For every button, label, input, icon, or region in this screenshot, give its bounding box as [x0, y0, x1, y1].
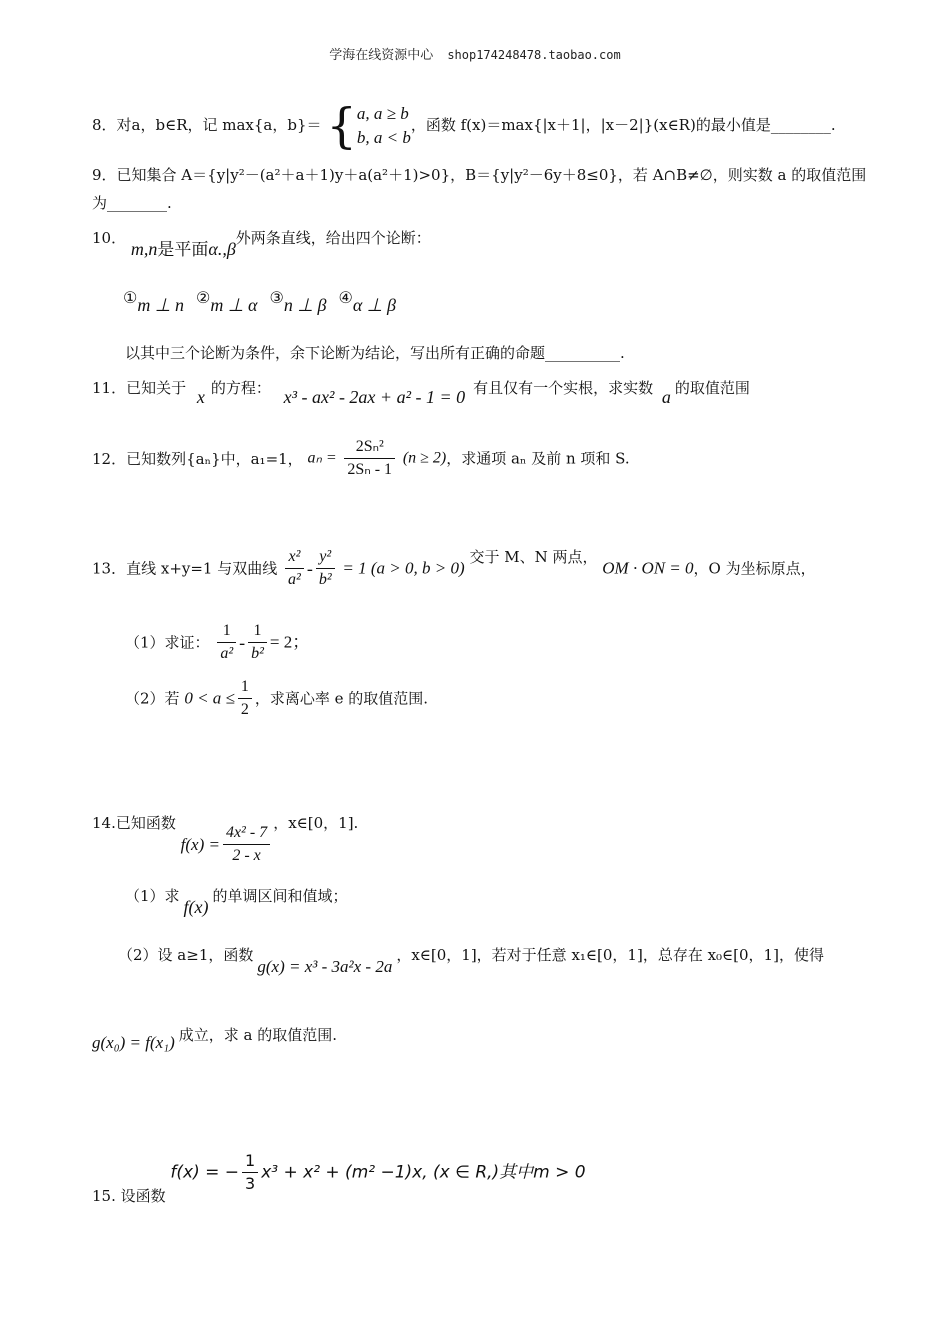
q13-part1 [125, 620, 309, 665]
q13-p2-label: （2）若 [125, 689, 180, 708]
q13-frac-x-num: x² [285, 546, 304, 569]
q12-denominator: 2Sₙ - 1 [347, 461, 393, 478]
q12-text1: 12．已知数列{aₙ}中，a₁=1， [92, 449, 303, 468]
q10-c4-math: α ⊥ β [352, 295, 396, 315]
question-8 [92, 98, 836, 154]
q10-mn: m,n [130, 239, 158, 259]
question-14 [92, 812, 359, 864]
q15-fraction [242, 1150, 258, 1195]
header-shop: shop174248478.taobao.com [447, 48, 621, 62]
q10-c3: ③ [269, 288, 284, 307]
q13-p1-label: （1）求证： [125, 633, 210, 652]
q11-a: a [661, 387, 671, 407]
q14-p1-fx: f(x) [183, 897, 209, 917]
q12-text2: ，求通项 aₙ 及前 n 项和 S. [446, 449, 630, 468]
q13-text1: 13．直线 x+y=1 与双曲线 [92, 559, 278, 578]
question-12 [92, 436, 630, 481]
q13-frac-y [316, 546, 335, 591]
q13-text2: 交于 M、N 两点， [469, 548, 598, 566]
q13-p2-text: ，求离心率 e 的取值范围. [254, 689, 429, 708]
q10-c1: ① [123, 288, 138, 307]
q13-p1-frac-b [248, 620, 267, 665]
q11-x: x [196, 387, 205, 407]
q10-number: 10． [92, 229, 127, 247]
q10-c2: ② [196, 288, 211, 307]
q14-p1-label: （1）求 [125, 887, 180, 905]
q14-text1: 14.已知函数 [92, 814, 176, 832]
q12-an: aₙ = [307, 449, 337, 467]
q14-p1-text: 的单调区间和值域； [212, 887, 348, 905]
q13-p1-frac-b-den: b² [251, 645, 264, 662]
q14-p3-text: 成立，求 a 的取值范围. [178, 1026, 338, 1044]
q8-text2: ，函数 f(x)＝max{|x＋1|，|x－2|}(x∈R)的最小值是________. [410, 116, 836, 134]
q8-cases [357, 102, 411, 150]
q13-frac-y-den: b² [318, 571, 332, 588]
q15-numerator: 1 [242, 1150, 258, 1173]
q11-text4: 的取值范围 [674, 379, 750, 397]
q13-p1-frac-a [217, 620, 236, 665]
question-9-line1: 9．已知集合 A＝{y|y²－(a²＋a＋1)y＋a(a²＋1)>0}，B＝{y|y²－6y＋8≤0}，若 A∩B≠∅，则实数 a 的取值范围 [92, 166, 867, 184]
q8-text1: a，b∈R，记 max{a，b}＝ [131, 116, 322, 134]
q11-text2: 的方程： [210, 379, 271, 397]
q13-p2-frac [238, 676, 252, 721]
q10-statements [123, 286, 396, 315]
q13-part2 [125, 676, 428, 721]
q15-text1: 15. 设函数 [92, 1186, 166, 1205]
q10-c2-math: m ⊥ α [210, 295, 258, 315]
q14-part2-cont [92, 1024, 338, 1052]
question-15 [92, 1150, 586, 1205]
q13-text3: ，O 为坐标原点， [693, 559, 816, 578]
q13-p2-frac-den: 2 [240, 701, 249, 718]
question-11 [92, 376, 750, 407]
q14-text2: ，x∈[0，1]. [273, 814, 359, 832]
q10-c4: ④ [338, 288, 353, 307]
q13-p1-result: = 2； [269, 632, 310, 652]
q12-fraction [344, 436, 395, 481]
q14-p2-label: （2）设 a≥1，函数 [118, 946, 254, 964]
q8-case2: b, a < b [356, 128, 411, 147]
q10-alpha-beta: α.,β [208, 239, 236, 259]
q14-fraction [223, 822, 270, 867]
q13-frac-x [285, 546, 304, 591]
q13-p1-frac-b-num: 1 [248, 620, 267, 643]
q12-condition: (n ≥ 2) [402, 449, 447, 467]
q14-fx: f(x) = [180, 834, 220, 854]
q10-line3: 以其中三个论断为条件，余下论断为结论，写出所有正确的命题__________. [125, 344, 625, 362]
q14-p2-gx: g(x) = x³ - 3a²x - 2a [257, 957, 393, 976]
q14-p3-gx: g(x₀) = f(x₁) [92, 1033, 175, 1052]
q15-denominator: 3 [245, 1174, 256, 1193]
q13-dot-product: OM · ON = 0 [602, 558, 694, 578]
page-header [0, 44, 950, 63]
brace-symbol: { [326, 98, 357, 154]
q8-case1: a, a ≥ b [356, 104, 409, 123]
q8-prefix: 8．对 [92, 116, 132, 134]
q11-text3: 有且仅有一个实根，求实数 [473, 379, 654, 397]
q10-c3-math: n ⊥ β [283, 295, 327, 315]
q14-denominator: 2 - x [232, 847, 261, 864]
q13-frac-y-num: y² [316, 546, 335, 569]
q15-eq1: f(x) = − [170, 1162, 240, 1183]
q13-eq: = 1 (a > 0, b > 0) [342, 558, 465, 578]
question-9-line2: 为________. [92, 194, 172, 212]
q15-eq2: x³ + x² + (m² −1)x, (x ∈ R,)其中m > 0 [261, 1162, 586, 1183]
q10-text2: 外两条直线，给出四个论断： [235, 229, 431, 247]
q13-p1-minus: - [239, 632, 246, 653]
q11-text1: 11．已知关于 [92, 379, 187, 397]
q10-c1-math: m ⊥ n [137, 295, 185, 315]
q13-frac-x-den: a² [288, 571, 301, 588]
q14-numerator: 4x² - 7 [223, 822, 270, 845]
q13-p2-cond: 0 < a ≤ [184, 688, 235, 708]
q12-numerator: 2Sₙ² [344, 436, 395, 459]
q10-text1: 是平面 [157, 240, 209, 260]
q14-part2 [118, 944, 824, 976]
q13-p1-frac-a-den: a² [220, 645, 234, 662]
q13-minus: - [306, 558, 313, 579]
question-13 [92, 546, 816, 591]
q14-part1 [125, 884, 348, 917]
q11-equation: x³ - ax² - 2ax + a² - 1 = 0 [283, 387, 466, 407]
question-10 [92, 226, 431, 260]
header-title: 学海在线资源中心 [329, 48, 434, 63]
q14-p2-text: ，x∈[0，1]，若对于任意 x₁∈[0，1]，总存在 x₀∈[0，1]，使得 [396, 946, 824, 964]
q13-p1-frac-a-num: 1 [217, 620, 236, 643]
q13-p2-frac-num: 1 [238, 676, 252, 699]
